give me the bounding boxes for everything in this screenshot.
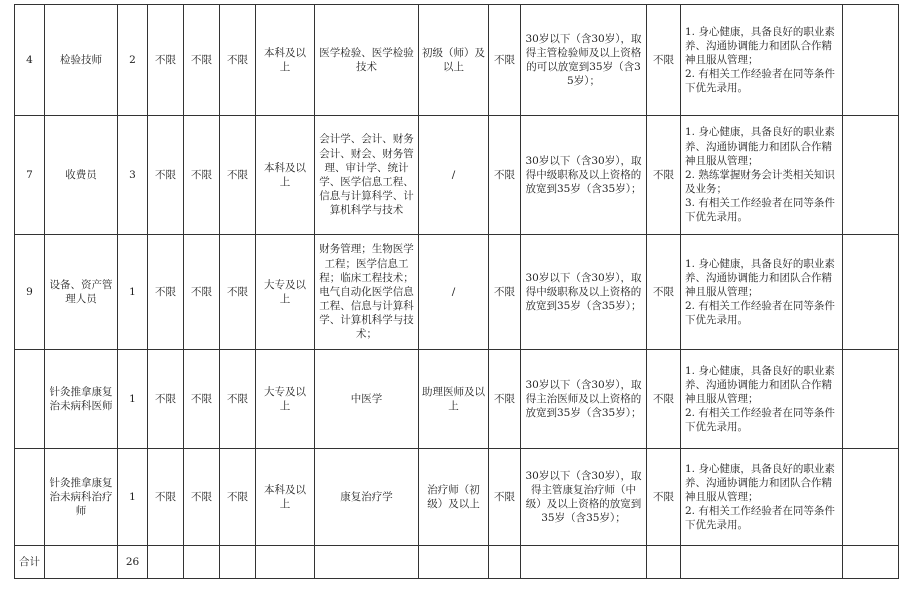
position-name: 收费员	[45, 116, 118, 235]
extra-cell: 不限	[647, 449, 681, 546]
empty-cell	[256, 546, 315, 579]
education-cell: 本科及以上	[256, 116, 315, 235]
remarks-cell	[843, 5, 899, 116]
empty-cell	[843, 546, 899, 579]
position-name: 针灸推拿康复治未病科治疗师	[45, 449, 118, 546]
title-cell: /	[419, 235, 489, 350]
extra-cell: 不限	[647, 116, 681, 235]
requirement-item: 1. 身心健康，具备良好的职业素养、沟通协调能力和团队合作精神且服从管理；	[685, 257, 835, 298]
total-label: 合计	[15, 546, 45, 579]
gender-cell: 不限	[148, 449, 184, 546]
requirement-item: 1. 身心健康，具备良好的职业素养、沟通协调能力和团队合作精神且服从管理；	[685, 25, 835, 66]
empty-cell	[419, 546, 489, 579]
headcount: 1	[118, 235, 148, 350]
row-number	[15, 350, 45, 449]
requirement-item: 1. 身心健康，具备良好的职业素养、沟通协调能力和团队合作精神且服从管理；	[685, 462, 835, 503]
headcount: 1	[118, 449, 148, 546]
requirements-cell	[681, 5, 843, 116]
age-cell: 30岁以下（含30岁），取得中级职称及以上资格的放宽到35岁（含35岁）；	[521, 235, 647, 350]
household-cell: 不限	[220, 350, 256, 449]
major-cell: 会计学、会计、财务会计、财会、财务管理、审计学、统计学、医学信息工程、信息与计算科学、计算机科学与技术	[315, 116, 419, 235]
headcount: 3	[118, 116, 148, 235]
extra-cell: 不限	[647, 5, 681, 116]
title-cell: /	[419, 116, 489, 235]
gender-cell: 不限	[148, 235, 184, 350]
political-cell: 不限	[489, 235, 521, 350]
extra-cell: 不限	[647, 350, 681, 449]
household-cell: 不限	[220, 5, 256, 116]
row-number: 7	[15, 116, 45, 235]
requirement-item: 2. 有相关工作经验者在同等条件下优先录用。	[685, 68, 835, 95]
empty-cell	[681, 546, 843, 579]
major-cell: 财务管理；生物医学工程；医学信息工程；临床工程技术；电气自动化医学信息工程、信息与计算科学、计算机科学与技术；	[315, 235, 419, 350]
political-cell: 不限	[489, 350, 521, 449]
requirement-item: 2. 有相关工作经验者在同等条件下优先录用。	[685, 505, 835, 532]
major-cell: 中医学	[315, 350, 419, 449]
empty-cell	[148, 546, 184, 579]
major-cell: 康复治疗学	[315, 449, 419, 546]
position-name: 设备、资产管理人员	[45, 235, 118, 350]
requirement-item: 1. 身心健康，具备良好的职业素养、沟通协调能力和团队合作精神且服从管理；	[685, 126, 835, 167]
age-cell: 30岁以下（含30岁），取得中级职称及以上资格的放宽到35岁（含35岁）；	[521, 116, 647, 235]
headcount: 2	[118, 5, 148, 116]
major-cell: 医学检验、医学检验技术	[315, 5, 419, 116]
requirement-item: 2. 有相关工作经验者在同等条件下优先录用。	[685, 407, 835, 434]
empty-cell	[184, 546, 220, 579]
row-number: 9	[15, 235, 45, 350]
requirement-item: 2. 熟练掌握财务会计类相关知识及业务；	[685, 168, 835, 196]
household-cell: 不限	[220, 235, 256, 350]
recruitment-table	[14, 4, 899, 579]
gender-cell: 不限	[148, 350, 184, 449]
empty-cell	[647, 546, 681, 579]
empty-cell	[521, 546, 647, 579]
remarks-cell	[843, 116, 899, 235]
empty-cell	[489, 546, 521, 579]
requirements-cell	[681, 235, 843, 350]
requirements-cell	[681, 449, 843, 546]
age-cell: 30岁以下（含30岁），取得主治医师及以上资格的放宽到35岁（含35岁）；	[521, 350, 647, 449]
age-cell: 30岁以下（含30岁），取得主管检验师及以上资格的可以放宽到35岁（含35岁）；	[521, 5, 647, 116]
political-cell: 不限	[489, 449, 521, 546]
ethnicity-cell: 不限	[184, 449, 220, 546]
education-cell: 大专及以上	[256, 235, 315, 350]
position-name: 检验技师	[45, 5, 118, 116]
table-row	[15, 5, 899, 116]
row-number: 4	[15, 5, 45, 116]
table-row	[15, 449, 899, 546]
total-row	[15, 546, 899, 579]
empty-cell	[220, 546, 256, 579]
title-cell: 初级（师）及以上	[419, 5, 489, 116]
ethnicity-cell: 不限	[184, 5, 220, 116]
empty-cell	[315, 546, 419, 579]
total-count: 26	[118, 546, 148, 579]
table-row	[15, 350, 899, 449]
age-cell: 30岁以下（含30岁），取得主管康复治疗师（中级）及以上资格的放宽到35岁（含35岁）；	[521, 449, 647, 546]
table-row	[15, 235, 899, 350]
political-cell: 不限	[489, 5, 521, 116]
requirement-item: 1. 身心健康，具备良好的职业素养、沟通协调能力和团队合作精神且服从管理；	[685, 364, 835, 405]
gender-cell: 不限	[148, 116, 184, 235]
education-cell: 本科及以上	[256, 449, 315, 546]
requirement-item: 2. 有相关工作经验者在同等条件下优先录用。	[685, 300, 835, 327]
empty-cell	[45, 546, 118, 579]
headcount: 1	[118, 350, 148, 449]
political-cell: 不限	[489, 116, 521, 235]
title-cell: 助理医师及以上	[419, 350, 489, 449]
ethnicity-cell: 不限	[184, 235, 220, 350]
row-number	[15, 449, 45, 546]
title-cell: 治疗师（初级）及以上	[419, 449, 489, 546]
remarks-cell	[843, 449, 899, 546]
requirements-cell	[681, 350, 843, 449]
remarks-cell	[843, 235, 899, 350]
household-cell: 不限	[220, 449, 256, 546]
extra-cell: 不限	[647, 235, 681, 350]
requirements-cell	[681, 116, 843, 235]
gender-cell: 不限	[148, 5, 184, 116]
position-name: 针灸推拿康复治未病科医师	[45, 350, 118, 449]
requirement-item: 3. 有相关工作经验者在同等条件下优先录用。	[685, 197, 835, 224]
education-cell: 大专及以上	[256, 350, 315, 449]
household-cell: 不限	[220, 116, 256, 235]
table-row	[15, 116, 899, 235]
ethnicity-cell: 不限	[184, 116, 220, 235]
remarks-cell	[843, 350, 899, 449]
education-cell: 本科及以上	[256, 5, 315, 116]
ethnicity-cell: 不限	[184, 350, 220, 449]
